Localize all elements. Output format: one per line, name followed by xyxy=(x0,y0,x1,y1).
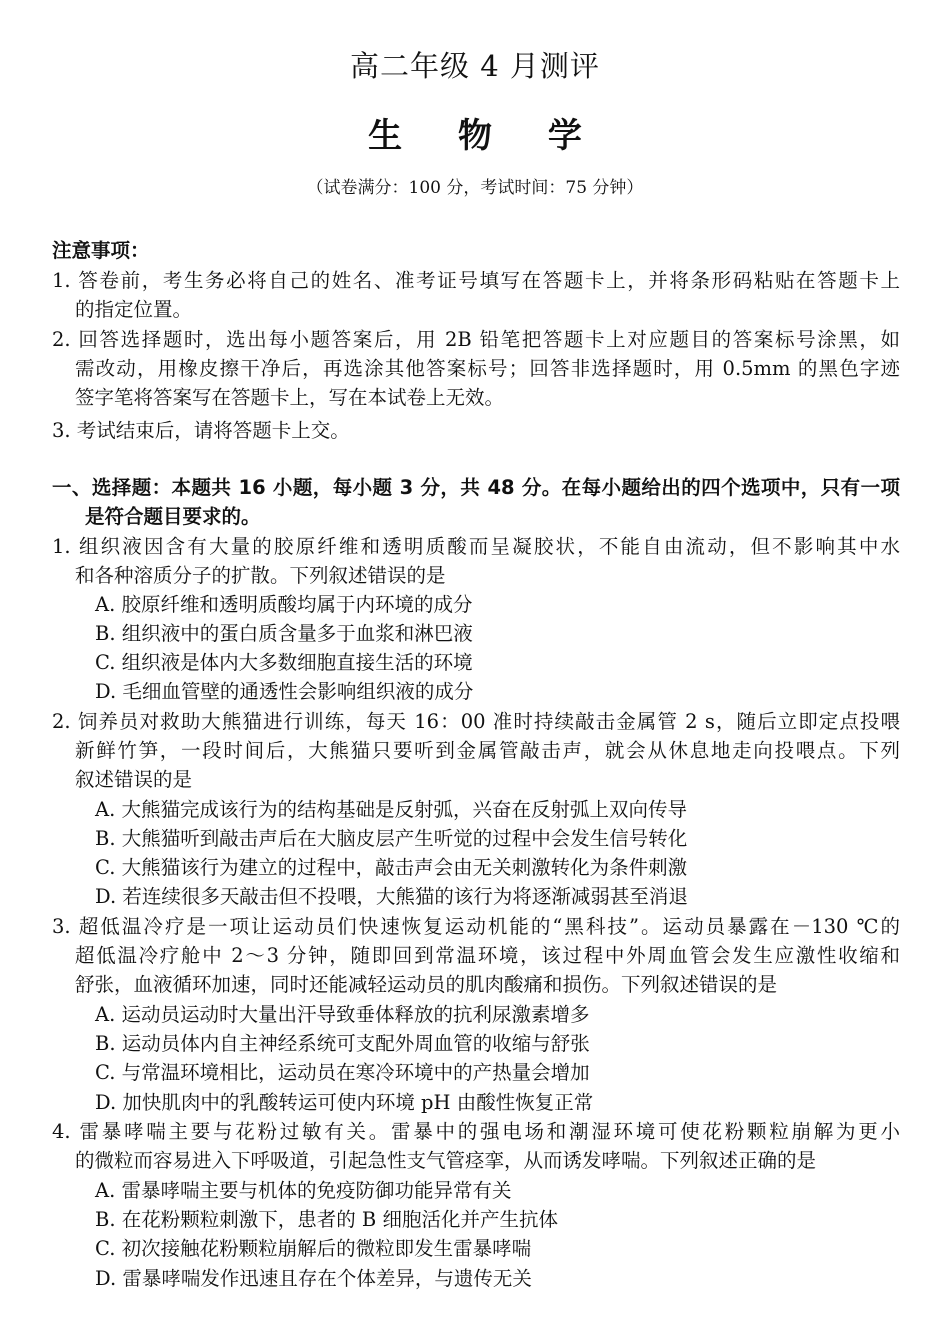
question-4-option-a: A. 雷暴哮喘主要与机体的免疫防御功能异常有关 xyxy=(95,1179,512,1202)
question-1-option-a: A. 胶原纤维和透明质酸均属于内环境的成分 xyxy=(95,593,473,616)
question-1-option-b: B. 组织液中的蛋白质含量多于血浆和淋巴液 xyxy=(95,622,473,645)
question-1-option-d: D. 毛细血管壁的通透性会影响组织液的成分 xyxy=(95,680,474,703)
question-4-option-c: C. 初次接触花粉颗粒崩解后的微粒即发生雷暴哮喘 xyxy=(95,1237,532,1260)
question-4-stem-line-2: 的微粒而容易进入下呼吸道，引起急性支气管痉挛，从而诱发哮喘。下列叙述正确的是 xyxy=(75,1149,817,1172)
question-2-option-a: A. 大熊猫完成该行为的结构基础是反射弧，兴奋在反射弧上双向传导 xyxy=(95,798,687,821)
question-2-stem-line-1: 2. 饲养员对救助大熊猫进行训练，每天 16：00 准时持续敲击金属管 2 s，随后立即定点投喂 xyxy=(52,710,900,733)
notice-item-1-line-1: 1. 答卷前，考生务必将自己的姓名、准考证号填写在答题卡上，并将条形码粘贴在答题卡上 xyxy=(52,269,900,292)
question-3-option-d: D. 加快肌肉中的乳酸转运可使内环境 pH 由酸性恢复正常 xyxy=(95,1091,594,1114)
question-1-stem-line-2: 和各种溶质分子的扩散。下列叙述错误的是 xyxy=(75,564,446,587)
question-4-stem-line-1: 4. 雷暴哮喘主要与花粉过敏有关。雷暴中的强电场和潮湿环境可使花粉颗粒崩解为更小 xyxy=(52,1120,900,1143)
exam-title: 高二年级 4 月测评 xyxy=(350,49,600,83)
question-2-option-b: B. 大熊猫听到敲击声后在大脑皮层产生听觉的过程中会发生信号转化 xyxy=(95,827,688,850)
notice-item-2-line-2: 需改动，用橡皮擦干净后，再选涂其他答案标号；回答非选择题时，用 0.5mm 的黑色字迹 xyxy=(75,357,900,380)
question-3-stem-line-3: 舒张，血液循环加速，同时还能减轻运动员的肌肉酸痛和损伤。下列叙述错误的是 xyxy=(75,973,778,996)
subject-title: 生 物 学 xyxy=(368,116,604,156)
question-2-stem-line-3: 叙述错误的是 xyxy=(75,768,193,791)
question-3-stem-line-1: 3. 超低温冷疗是一项让运动员们快速恢复运动机能的“黑科技”。运动员暴露在－130 ℃的 xyxy=(52,915,900,938)
section-heading-line-2: 是符合题目要求的。 xyxy=(85,505,261,528)
exam-info: （试卷满分：100 分，考试时间：75 分钟） xyxy=(306,178,644,198)
notice-item-2-line-3: 签字笔将答案写在答题卡上，写在本试卷上无效。 xyxy=(75,386,505,409)
question-4-option-b: B. 在花粉颗粒刺激下，患者的 B 细胞活化并产生抗体 xyxy=(95,1208,558,1231)
question-3-option-b: B. 运动员体内自主神经系统可支配外周血管的收缩与舒张 xyxy=(95,1032,590,1055)
section-heading-line-1: 一、选择题：本题共 16 小题，每小题 3 分，共 48 分。在每小题给出的四个选项中，只有一项 xyxy=(52,476,900,499)
question-3-option-a: A. 运动员运动时大量出汗导致垂体释放的抗利尿激素增多 xyxy=(95,1003,590,1026)
notice-item-3: 3. 考试结束后，请将答题卡上交。 xyxy=(52,419,350,442)
question-2-option-c: C. 大熊猫该行为建立的过程中，敲击声会由无关刺激转化为条件刺激 xyxy=(95,856,688,879)
notice-heading: 注意事项： xyxy=(52,239,150,262)
question-4-option-d: D. 雷暴哮喘发作迅速且存在个体差异，与遗传无关 xyxy=(95,1267,532,1290)
question-1-stem-line-1: 1. 组织液因含有大量的胶原纤维和透明质酸而呈凝胶状，不能自由流动，但不影响其中水 xyxy=(52,535,900,558)
question-3-stem-line-2: 超低温冷疗舱中 2～3 分钟，随即回到常温环境，该过程中外周血管会发生应激性收缩和 xyxy=(75,944,900,967)
question-2-option-d: D. 若连续很多天敲击但不投喂，大熊猫的该行为将逐渐减弱甚至消退 xyxy=(95,885,688,908)
question-2-stem-line-2: 新鲜竹笋，一段时间后，大熊猫只要听到金属管敲击声，就会从休息地走向投喂点。下列 xyxy=(75,739,900,762)
question-1-option-c: C. 组织液是体内大多数细胞直接生活的环境 xyxy=(95,651,473,674)
notice-item-1-line-2: 的指定位置。 xyxy=(75,298,193,321)
notice-item-2-line-1: 2. 回答选择题时，选出每小题答案后，用 2B 铅笔把答题卡上对应题目的答案标号涂黑，如 xyxy=(52,328,900,351)
question-3-option-c: C. 与常温环境相比，运动员在寒冷环境中的产热量会增加 xyxy=(95,1061,590,1084)
